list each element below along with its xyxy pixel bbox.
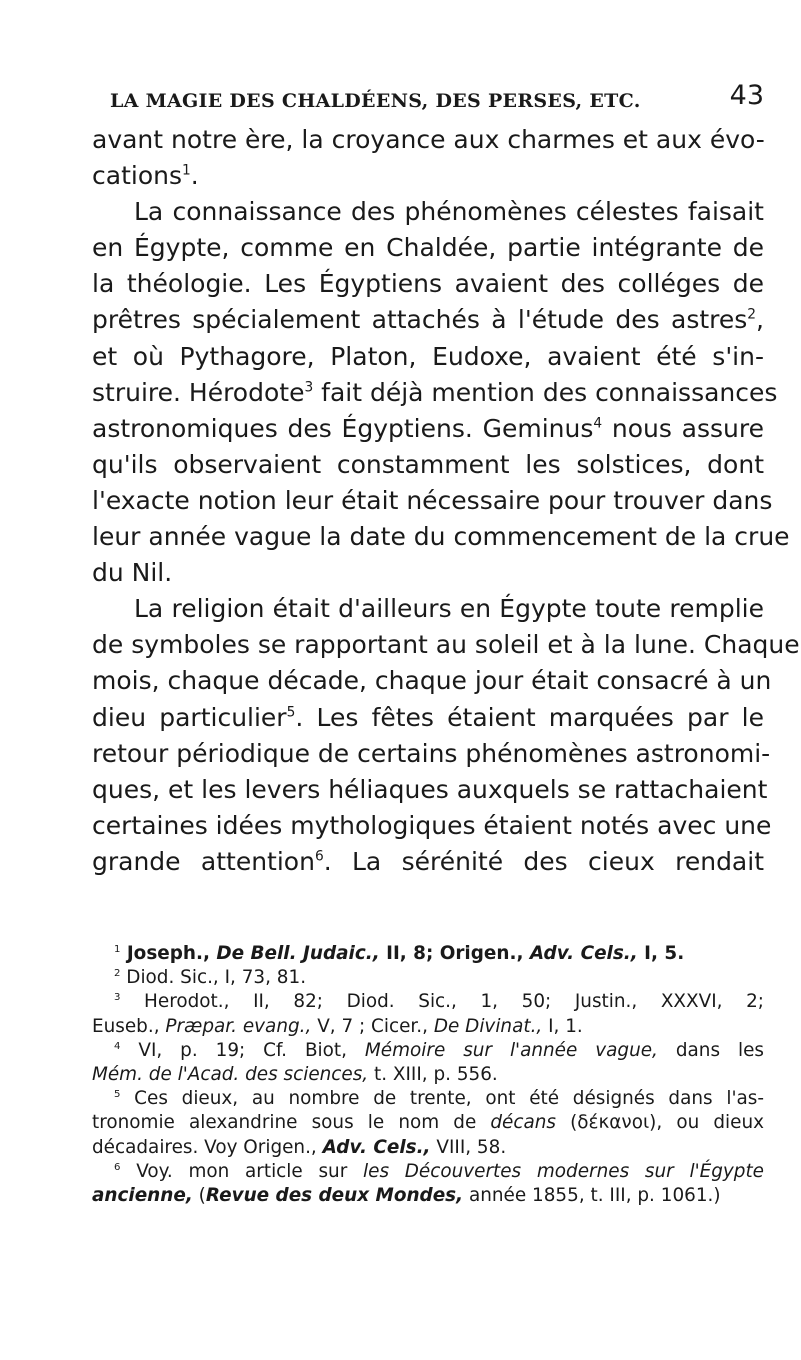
text-line: ques, et les levers héliaques auxquels se rattachaient — [92, 774, 768, 804]
footnote-ref[interactable]: 6 — [314, 848, 324, 865]
text-line: struire. Hérodote$^3$ fait déjà mention des connaissances — [92, 377, 778, 407]
footnote-5: $^5$ Ces dieux, au nombre de trente, ont été désignés dans l'as- — [114, 1088, 764, 1110]
footnote-2: $^2$ Diod. Sic., I, 73, 81. — [114, 967, 307, 989]
footnote-ref[interactable]: 3 — [304, 379, 314, 396]
footnote-ref[interactable]: 2 — [747, 306, 757, 323]
text-line: qu'ils observaient constamment les solstices, dont — [92, 449, 764, 479]
text-line: et où Pythagore, Platon, Eudoxe, avaient été s'in- — [92, 341, 764, 371]
footnote-3: $^3$ Herodot., II, 82; Diod. Sic., 1, 50; Justin., XXXVI, 2; — [114, 991, 764, 1013]
footnote-6-cont: ancienne, (Revue des deux Mondes, année 1855, t. III, p. 1061.) — [92, 1185, 721, 1207]
footnote-3-cont: Euseb., Præpar. evang., V, 7 ; Cicer., De Divinat., I, 1. — [92, 1015, 583, 1037]
footnotes — [92, 942, 764, 1208]
text-line: mois, chaque décade, chaque jour était consacré à un — [92, 666, 772, 696]
main-text — [92, 122, 800, 880]
text-line: l'exacte notion leur était nécessaire pour trouver dans — [92, 485, 773, 515]
text-line: en Égypte, comme en Chaldée, partie intégrante de — [92, 233, 764, 263]
footnote-ref[interactable]: 5 — [286, 703, 296, 720]
footnote-ref[interactable]: 4 — [593, 415, 603, 432]
text-line: de symboles se rapportant au soleil et à la lune. Chaque — [92, 630, 800, 660]
text-line: prêtres spécialement attachés à l'étude des astres$^2$, — [92, 305, 764, 335]
text-line: du Nil. — [92, 558, 173, 588]
text-line: dieu particulier$^5$. Les fêtes étaient marquées par le — [92, 702, 764, 732]
text-line: certaines idées mythologiques étaient notés avec une — [92, 810, 772, 840]
text-line: retour périodique de certains phénomènes astronomi- — [92, 738, 771, 768]
footnote-4: $^4$ VI, p. 19; Cf. Biot, Mémoire sur l'année vague, dans les — [114, 1039, 764, 1061]
footnote-5-cont: décadaires. Voy Origen., Adv. Cels., VIII, 58. — [92, 1136, 507, 1158]
footnote-4-cont: Mém. de l'Acad. des sciences, t. XIII, p. 556. — [92, 1064, 498, 1086]
text-line: grande attention$^6$. La sérénité des cieux rendait — [92, 846, 765, 876]
running-header — [94, 80, 770, 120]
footnote-ref[interactable]: 1 — [181, 162, 191, 179]
footnote-6: $^6$ Voy. mon article sur les Découvertes modernes sur l'Égypte — [114, 1160, 764, 1182]
footnote-5-cont: tronomie alexandrine sous le nom de décans (δέκανοι), ou dieux — [92, 1112, 764, 1134]
text-line: la théologie. Les Égyptiens avaient des colléges de — [92, 269, 764, 299]
text-line: La connaissance des phénomènes célestes faisait — [134, 197, 764, 227]
text-line: avant notre ère, la croyance aux charmes et aux évo- — [92, 125, 765, 154]
text-line: La religion était d'ailleurs en Égypte toute remplie — [134, 594, 764, 624]
text-line: cations$^1$. — [92, 161, 199, 191]
running-title: LA MAGIE DES CHALDÉENS, DES PERSES, ETC. — [110, 90, 641, 112]
text-line: leur année vague la date du commencement de la crue — [92, 522, 790, 552]
page-number: 43 — [729, 80, 764, 111]
footnote-1: $^1$ Joseph., De Bell. Judaic., II, 8; Origen., Adv. Cels., I, 5. — [114, 943, 685, 964]
text-line: astronomiques des Égyptiens. Geminus$^4$ nous assure — [92, 413, 765, 443]
